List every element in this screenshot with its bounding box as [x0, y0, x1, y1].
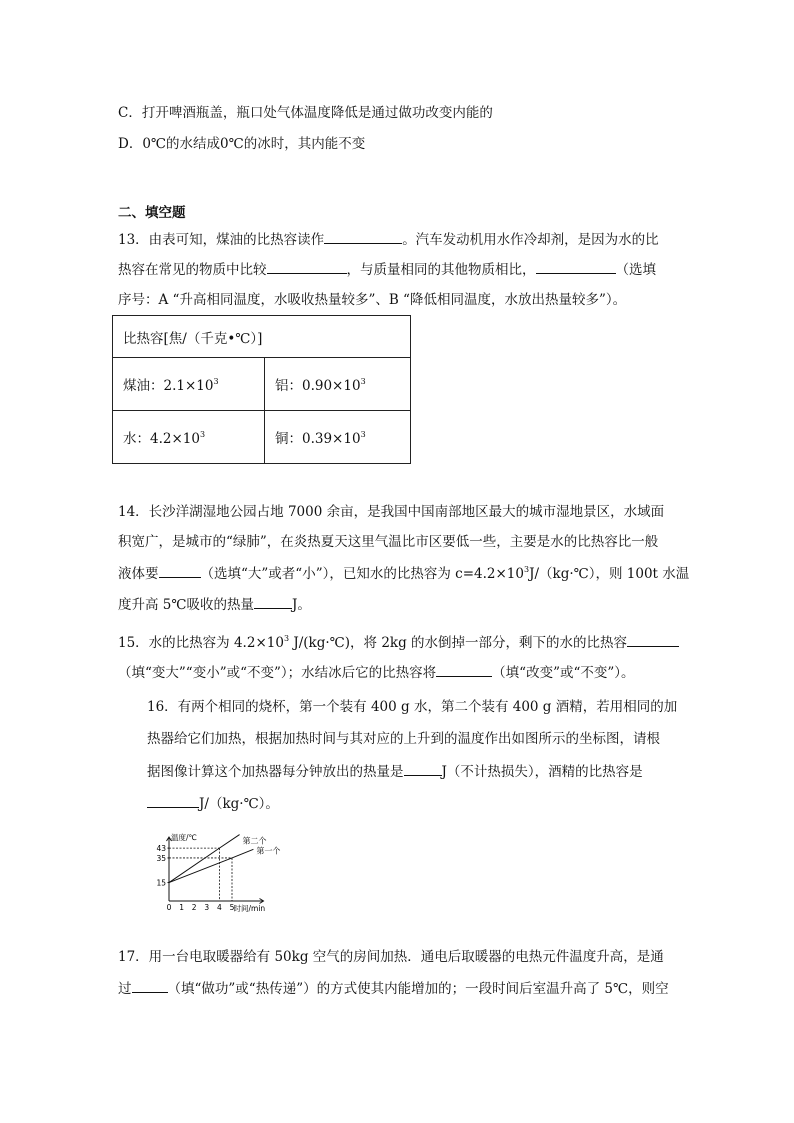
answer-blank[interactable] [132, 978, 168, 993]
answer-blank[interactable] [147, 793, 199, 808]
q14-exponent: 3 [523, 565, 530, 574]
q15-text: （填“改变”或“不变”）。 [492, 665, 635, 681]
q16-text: J（不计热损失），酒精的比热容是 [441, 764, 643, 780]
option-d: D．0℃的水结成0℃的冰时，其内能不变 [118, 136, 366, 152]
q14-text: 积宽广，是城市的“绿肺”，在炎热夏天这里气温比市区要低一些，主要是水的比热容比一般 [118, 534, 659, 550]
answer-blank[interactable] [324, 229, 402, 244]
q14-text: 14．长沙洋湖湿地公园占地 7000 余亩，是我国中国南部地区最大的城市湿地景区，水域面 [118, 504, 665, 520]
specific-heat-table [112, 315, 411, 464]
table-cell: 铜：$0.39\times 10^3$ [265, 411, 411, 464]
answer-blank[interactable] [159, 563, 201, 578]
answer-blank[interactable] [404, 761, 442, 776]
answer-blank[interactable] [436, 662, 492, 677]
y-axis-label: 温度/℃ [171, 833, 197, 843]
q15-text: （填“变大”“变小”或“不变”）；水结冰后它的比热容将 [118, 665, 437, 681]
answer-blank[interactable] [536, 259, 616, 274]
q15-text: J/(kg·℃)，将 2kg 的水倒掉一部分，剩下的水的比热容 [289, 635, 628, 651]
q17-text: 17．用一台电取暖器给有 50kg 空气的房间加热．通电后取暖器的电热元件温度升高，是通 [118, 949, 664, 965]
q17-text: （填“做功”或“热传递”）的方式使其内能增加的；一段时间后室温升高了 5℃，则空 [167, 981, 669, 997]
x-tick-label: 5 [229, 903, 235, 912]
y-tick-label: 15 [156, 878, 166, 888]
x-tick-label: 1 [179, 903, 184, 912]
section-title: 二、填空题 [118, 205, 186, 221]
q16-text: J/（kg·℃）。 [199, 796, 279, 812]
q15-exponent: 3 [283, 634, 290, 643]
table-cell: 铝：$0.90\times 10^3$ [265, 358, 411, 411]
q16-text: 16．有两个相同的烧杯，第一个装有 400 g 水，第二个装有 400 g 酒精，若用相同的加 [147, 699, 678, 715]
q14-text: （选填“大”或者“小”），已知水的比热容为 c=4.2×10 [200, 566, 524, 582]
q14-text: J/（kg·℃），则 100t 水温 [529, 566, 690, 582]
q16-text: 热器给它们加热，根据加热时间与其对应的上升到的温度作出如图所示的坐标图，请根 [147, 731, 660, 747]
answer-blank[interactable] [627, 632, 679, 647]
table-cell: 煤油：$2.1\times 10^3$ [113, 358, 265, 411]
q13-text: （选填 [615, 262, 656, 278]
series-line [169, 849, 253, 882]
x-tick-label: 3 [204, 903, 210, 912]
q13-text: 热容在常见的物质中比较 [118, 262, 267, 278]
x-tick-label: 2 [191, 903, 197, 912]
q15-text: 15．水的比热容为 4.2×10 [118, 635, 284, 651]
q16-text: 据图像计算这个加热器每分钟放出的热量是 [147, 764, 404, 780]
table-cell: 水：$4.2\times 10^3$ [113, 411, 265, 464]
option-c: C．打开啤酒瓶盖，瓶口处气体温度降低是通过做功改变内能的 [118, 105, 493, 121]
x-tick-label: 4 [217, 903, 222, 912]
q13-text: ，与质量相同的其他物质相比， [346, 262, 536, 278]
y-tick-label: 43 [156, 844, 166, 854]
q14-text: 度升高 5℃吸收的热量 [118, 597, 254, 613]
q13-text: 序号：A “升高相同温度，水吸收热量较多”、B “降低相同温度，水放出热量较多”）。 [118, 292, 627, 308]
x-tick-label: 0 [166, 903, 172, 912]
q13-text: 13．由表可知，煤油的比热容读作 [118, 232, 325, 248]
x-axis-label: 时间/min [233, 904, 266, 913]
y-tick-label: 35 [156, 853, 166, 863]
q13-text: 。汽车发动机用水作冷却剂，是因为水的比 [402, 232, 659, 248]
temperature-time-chart [150, 825, 300, 933]
series-label: 第二个 [242, 836, 267, 846]
q17-text: 过 [118, 981, 132, 997]
series-label: 第一个 [256, 846, 281, 856]
q14-text: 液体要 [118, 566, 159, 582]
answer-blank[interactable] [267, 259, 347, 274]
answer-blank[interactable] [254, 594, 292, 609]
table-header: 比热容[焦/（千克•℃）] [113, 316, 411, 358]
q14-text: J。 [291, 597, 311, 613]
